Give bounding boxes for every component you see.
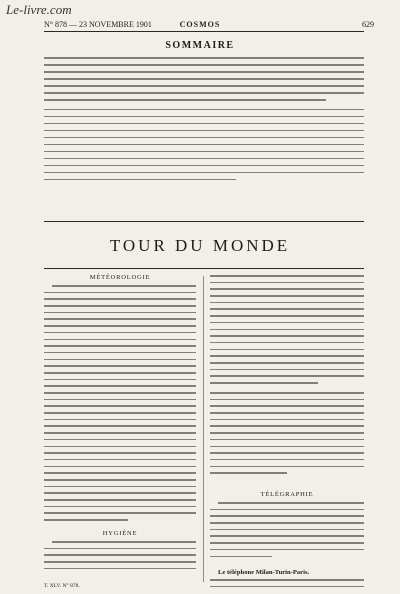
column-left-text-2: [44, 541, 196, 581]
title-rule: [44, 268, 364, 269]
summary-text: [44, 57, 364, 217]
column-right-text-1: [210, 275, 364, 387]
column-divider: [203, 276, 204, 582]
telephone-heading: Le téléphone Milan-Turin-Paris.: [218, 569, 310, 576]
heading-meteorologie: MÉTÉOROLOGIE: [89, 274, 151, 281]
watermark: Le-livre.com: [6, 2, 72, 17]
page-number: 629: [362, 20, 374, 29]
column-right-text-4: [210, 579, 364, 593]
heading-hygiene: HYGIÈNE: [102, 530, 138, 537]
heading-telegraphie: TÉLÉGRAPHIE: [260, 491, 314, 498]
column-left-text-1: [44, 285, 196, 525]
footer-volume: T. XLV. N° 878.: [44, 583, 80, 589]
column-right-text-3: [210, 502, 364, 568]
column-right-text-2: [210, 392, 364, 487]
section-title: TOUR DU MONDE: [109, 236, 291, 255]
issue-number: N° 878 — 23 NOVEMBRE 1901: [44, 20, 152, 29]
journal-name: COSMOS: [179, 20, 221, 29]
summary-rule: [44, 221, 364, 222]
header-rule: [44, 31, 364, 32]
summary-title: SOMMAIRE: [165, 40, 235, 51]
